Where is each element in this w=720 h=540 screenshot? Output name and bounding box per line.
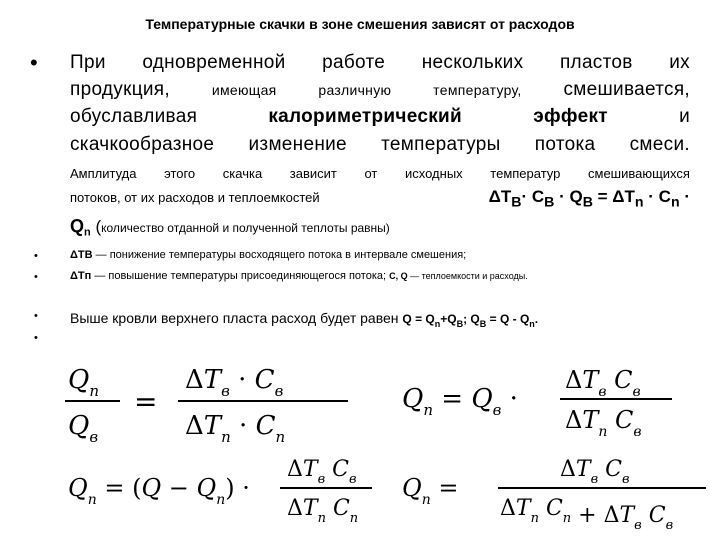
- def-symbol: ΔTп: [70, 270, 92, 282]
- formula-dt-n-c-n: $\Delta T_n \cdot C_n$: [185, 411, 286, 446]
- para2-note: количество отданной и полученной теплоты равны): [101, 221, 390, 235]
- word-bold: эффект: [533, 106, 608, 127]
- formula-sub: n: [84, 226, 91, 239]
- word: Амплитуда: [70, 166, 137, 181]
- formula-lhs: $Q_n$ =: [402, 474, 459, 508]
- word: пластов: [559, 52, 633, 73]
- formula-lhs: $Q_n = (Q - Q_n)$ ·: [68, 474, 250, 508]
- formula-q-n-num: $Q_n$: [68, 365, 99, 400]
- formula-sub: B: [456, 318, 464, 329]
- word: работе: [322, 52, 386, 73]
- word: от: [364, 166, 378, 181]
- formula-sub: n: [670, 194, 680, 211]
- word: температуру,: [433, 82, 522, 98]
- formula-q: Q: [70, 216, 85, 236]
- bullet-2: •: [34, 250, 38, 262]
- bullet-4: •: [34, 310, 38, 322]
- equals-sign: =: [134, 385, 158, 418]
- formula-qn-from-qv: [402, 366, 672, 440]
- word: температуры: [381, 134, 501, 155]
- paren: (: [90, 217, 102, 236]
- formula-dt-v-c-v: $\Delta T_в \cdot C_в$: [185, 365, 284, 400]
- formula-part: .: [534, 312, 539, 326]
- formula-num: $\Delta T_в$ $C_в$: [565, 366, 641, 400]
- word: обуславливая: [70, 106, 198, 127]
- word: различную: [318, 82, 392, 98]
- word: и: [679, 106, 690, 127]
- para4-text: Выше кровли верхнего пласта расход будет равен: [70, 310, 403, 326]
- formula-part: · C: [521, 187, 545, 206]
- word: скачкообразное: [70, 134, 215, 155]
- word: температур: [490, 166, 561, 181]
- def-text: — понижение температуры восходящего потока в интервале смешения;: [92, 249, 467, 261]
- word: имеющая: [211, 82, 277, 98]
- def-symbol: ΔTB: [70, 249, 93, 261]
- formula-qn-final: [402, 457, 706, 533]
- formula-den: $\Delta T_n$ $C_n + \Delta T_в$ $C_в$: [500, 496, 674, 533]
- formula-sub: n: [529, 318, 535, 329]
- word: изменение: [248, 134, 347, 155]
- bullet-1: •: [30, 50, 38, 75]
- word: одновременной: [142, 52, 286, 73]
- formula-part: ·: [679, 187, 690, 206]
- word: скачка: [222, 166, 263, 181]
- formula-den: $\Delta T_n$ $C_n$: [287, 496, 359, 526]
- formula-num: $\Delta T_в$ $C_в$: [287, 457, 357, 487]
- formula-sub: B: [511, 194, 522, 211]
- formula-qn-substitution: [68, 457, 372, 526]
- formula-sub: n: [634, 194, 644, 211]
- formula-num: $\Delta T_в$ $C_в$: [560, 457, 630, 487]
- formula-part: = ΔT: [592, 187, 635, 206]
- bullet-5: •: [34, 332, 38, 344]
- word: При: [70, 52, 106, 73]
- def-symbol: C, Q: [389, 271, 408, 281]
- formula-part: +Q: [440, 312, 457, 326]
- bullet-3: •: [34, 271, 38, 283]
- word: продукция,: [70, 79, 170, 100]
- formula-part: · C: [643, 187, 671, 206]
- word: этого: [164, 166, 196, 181]
- formula-q-v-den: $Q_в$: [68, 411, 99, 446]
- word: смешивается,: [563, 79, 690, 100]
- formula-part: ; Q: [463, 312, 480, 326]
- word: смешивающихся: [588, 166, 690, 181]
- word-bold: калориметрический: [268, 106, 462, 127]
- word: зависит: [289, 166, 337, 181]
- formula-part: · Q: [554, 187, 583, 206]
- formula-sub: B: [582, 194, 593, 211]
- formula-sub: n: [434, 318, 441, 329]
- formula-part: ΔT: [488, 187, 512, 206]
- formula-part: Q = Q: [402, 312, 435, 326]
- formula-q-n: $Q_n = Q_в$ ·: [402, 384, 518, 419]
- para2-text: потоков, от их расходов и теплоемкостей: [70, 190, 320, 205]
- word: исходных: [405, 166, 463, 181]
- formula-sub: B: [544, 194, 555, 211]
- formula-sub: B: [479, 318, 487, 329]
- word: их: [669, 52, 690, 73]
- formula-part: = Q - Q: [486, 312, 530, 326]
- slide-title: Температурные скачки в зоне смешения зависят от расходов: [145, 16, 575, 32]
- formula-ratio: [65, 365, 348, 446]
- formula-den: $\Delta T_n$ $C_в$: [565, 406, 642, 440]
- word: потока: [534, 134, 596, 155]
- word: нескольких: [421, 52, 524, 73]
- def-text: — теплоемкости и расходы.: [407, 271, 528, 281]
- def-text: — повышение температуры присоединяющегося потока;: [91, 270, 390, 282]
- word: смеси.: [629, 134, 690, 155]
